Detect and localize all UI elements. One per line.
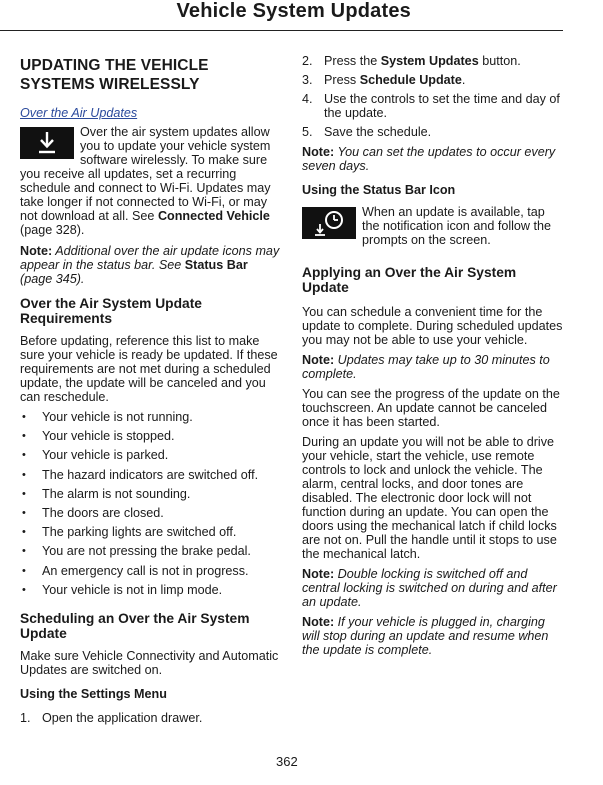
schedule-update-label: Schedule Update (359, 73, 462, 87)
page-number: 362 (276, 754, 298, 769)
step-item (302, 92, 564, 120)
step-number: 2. (302, 54, 313, 68)
list-item: • The hazard indicators are switched off. (20, 468, 282, 482)
applying-heading: Applying an Over the Air System Update (302, 265, 517, 295)
intro-page-ref: (page 328). (20, 223, 85, 237)
list-item: • The alarm is not sounding. (20, 487, 282, 501)
ota-link[interactable]: Over the Air Updates (20, 106, 138, 120)
note-label: Note: (302, 353, 335, 367)
requirements-list (20, 410, 282, 597)
status-bar-text: When an update is available, tap the notification icon and follow the prompts on the screen. (362, 205, 552, 247)
step-number: 4. (302, 92, 313, 106)
note-label: Note: (302, 145, 335, 159)
scheduling-text: Make sure Vehicle Connectivity and Automatic Updates are switched on. (20, 648, 279, 677)
step-item (302, 125, 564, 139)
step-number: 1. (20, 710, 31, 725)
requirements-heading: Over the Air System Update Requirements (20, 296, 202, 326)
steps-list-continued (302, 54, 564, 139)
download-clock-icon (302, 207, 356, 239)
note-status-icons (20, 244, 282, 286)
status-bar-ref[interactable]: Status Bar (184, 258, 248, 272)
system-updates-button-label: System Updates (380, 54, 479, 68)
note-seven-days (302, 145, 564, 173)
requirements-intro: Before updating, reference this list to make sure your vehicle is ready be updated. If these requirements are not met during a scheduled update, the update will be canceled and you can reschedule. (20, 334, 278, 404)
list-item: • Your vehicle is not running. (20, 410, 282, 424)
applying-paragraph-1: You can schedule a convenient time for the update to complete. During scheduled updates you may not be able to use your vehicle. (302, 305, 563, 347)
list-item: • Your vehicle is parked. (20, 448, 282, 462)
step-number: 3. (302, 73, 313, 87)
list-item: • Your vehicle is not in limp mode. (20, 583, 282, 597)
note-label: Note: (302, 567, 335, 581)
note-page-ref: (page 345). (20, 272, 85, 286)
step-text: Save the schedule. (324, 125, 432, 139)
note-text: Double locking is switched off and central locking is switched on during and after an update. (302, 567, 557, 609)
header-rule (0, 30, 563, 31)
step-text: button. (478, 54, 521, 68)
step-text: . (461, 73, 466, 87)
note-label: Note: (20, 244, 53, 258)
step-number: 5. (302, 125, 313, 139)
settings-menu-heading: Using the Settings Menu (20, 686, 167, 701)
step-text: Press the (324, 54, 381, 68)
list-item: • An emergency call is not in progress. (20, 564, 282, 578)
page-header (0, 0, 603, 31)
steps-list-start (20, 711, 282, 725)
note-text: Updates may take up to 30 minutes to complete. (302, 353, 550, 381)
status-bar-heading: Using the Status Bar Icon (302, 183, 456, 197)
note-text: If your vehicle is plugged in, charging will stop during an update and resume when the update is complete. (302, 615, 549, 657)
intro-text: Over the air system updates allow you to update your vehicle system software wirelessly. To make sure you receive all updates, set a recurring schedule and connect to Wi-Fi. Updates may take longer if not connected to Wi-Fi, or may not download at all. See (20, 125, 271, 223)
applying-paragraph-3: During an update you will not be able to drive your vehicle, start the vehicle, use remote controls to lock and unlock the vehicle. The alarm, central locks, and door tones are disabled. The electronic door lock will not function during an update. You can open the doors using the mechanical latch if child locks are not on. Pull the handle until it stops to use the mechanical latch. (302, 435, 557, 561)
list-item: • The doors are closed. (20, 506, 282, 520)
left-column (20, 52, 282, 731)
applying-paragraph-2: You can see the progress of the update on the touchscreen. An update cannot be canceled once it has been started. (302, 387, 560, 429)
note-text: You can set the updates to occur every seven days. (302, 145, 556, 173)
note-charging (302, 615, 564, 657)
step-text: Use the controls to set the time and day of the update. (324, 92, 560, 120)
list-item: • The parking lights are switched off. (20, 525, 282, 539)
step-text: Press (324, 73, 360, 87)
note-text: Additional over the air update icons may appear in the status bar. See (20, 244, 280, 272)
intro-block (20, 125, 282, 237)
section-heading: UPDATING THE VEHICLE SYSTEMS WIRELESSLY (20, 57, 209, 93)
step-item (302, 54, 564, 68)
list-item: • You are not pressing the brake pedal. (20, 544, 282, 558)
step-item (302, 73, 564, 87)
step-text: Open the application drawer. (42, 710, 203, 725)
download-arrow-icon (20, 127, 74, 159)
note-locking (302, 567, 564, 609)
step-item (20, 711, 282, 725)
page-title: Vehicle System Updates (176, 0, 411, 22)
connected-vehicle-ref[interactable]: Connected Vehicle (157, 209, 270, 223)
scheduling-heading: Scheduling an Over the Air System Update (20, 610, 250, 641)
list-item: • Your vehicle is stopped. (20, 429, 282, 443)
note-label: Note: (302, 615, 335, 629)
note-duration (302, 353, 564, 381)
status-bar-block (302, 205, 564, 247)
right-column (302, 52, 564, 663)
